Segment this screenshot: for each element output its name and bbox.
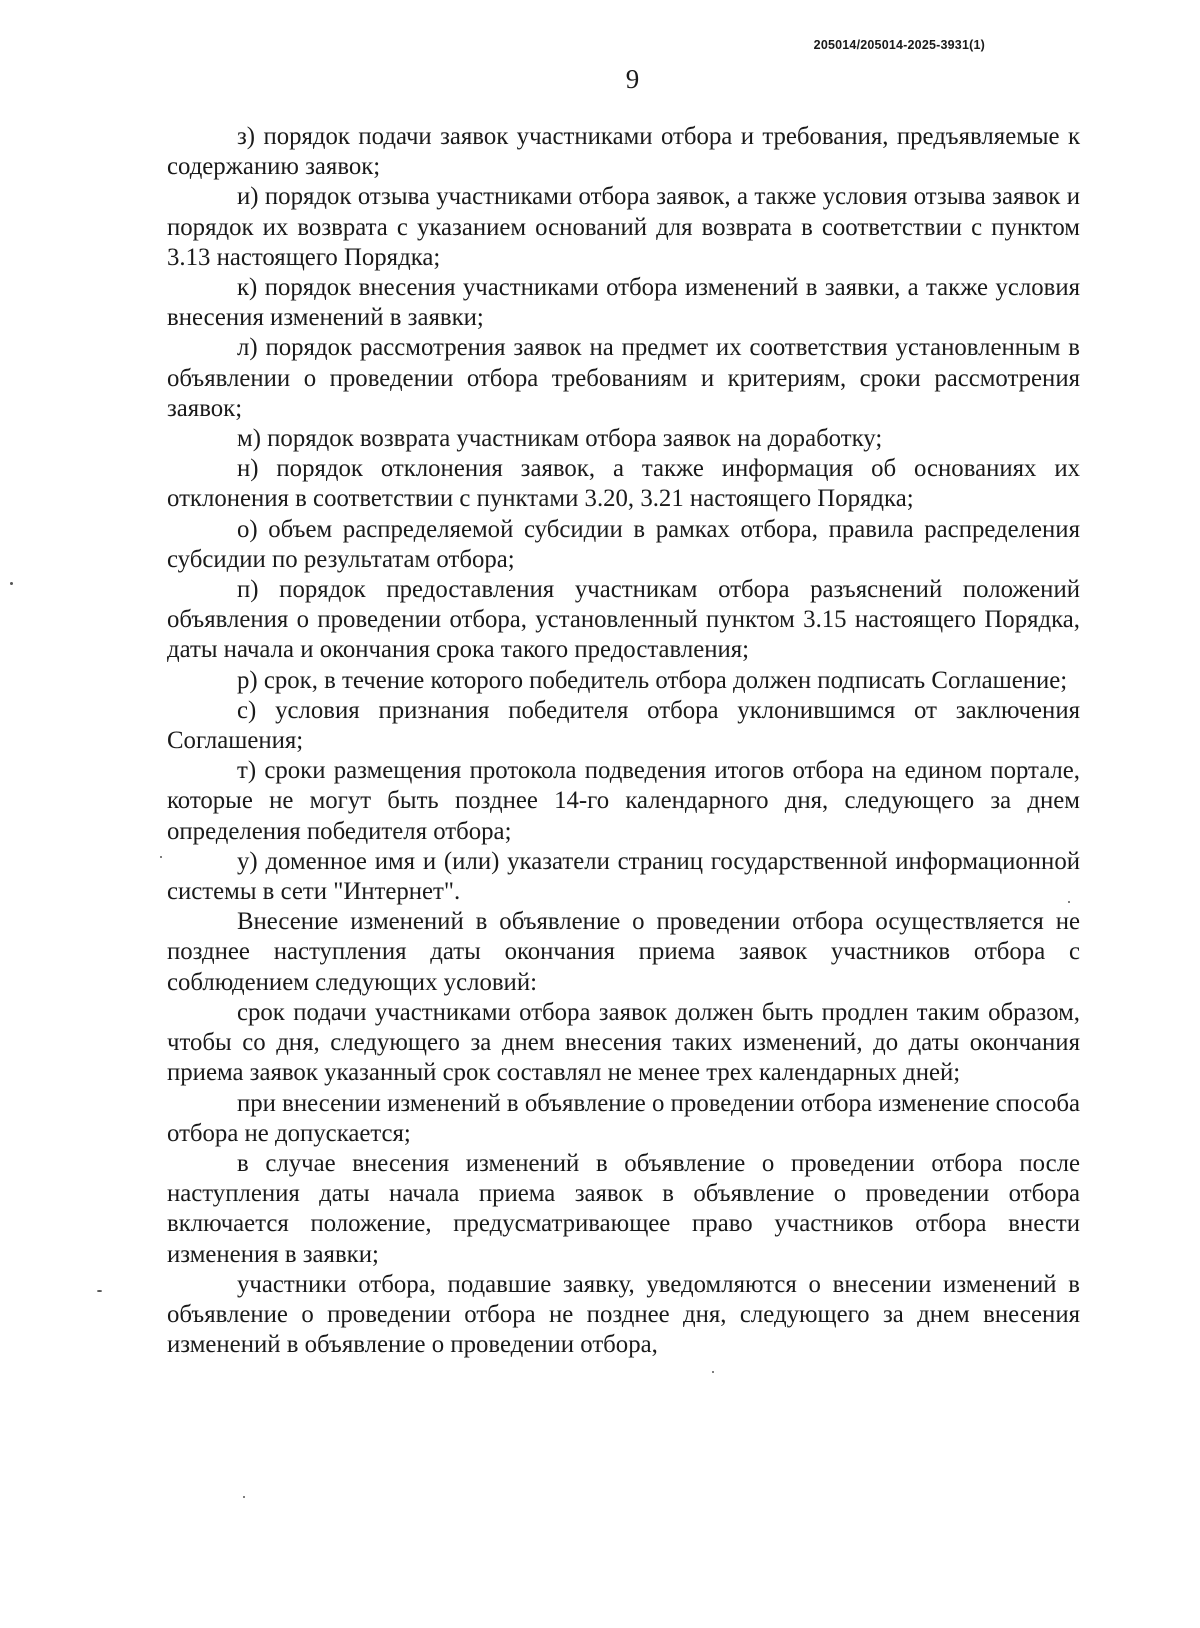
paragraph-deadline-extension: срок подачи участниками отбора заявок должен быть продлен таким образом, чтобы со дня, следующего за днем внесения таких изменений, до даты окончания приема заявок указанный срок составлял не менее трех календарных дней; <box>167 998 1080 1087</box>
paragraph-changes-intro: Внесение изменений в объявление о проведении отбора осуществляется не позднее наступления даты окончания приема заявок участников отбора с соблюдением следующих условий: <box>167 908 1080 996</box>
scan-speck <box>160 856 162 858</box>
scan-speck <box>243 1496 245 1498</box>
paragraph-m: м) порядок возврата участникам отбора заявок на доработку; <box>237 425 883 453</box>
paragraph-z: з) порядок подачи заявок участниками отбора и требования, предъявляемые к содержанию заявок; <box>167 123 1080 181</box>
document-body <box>167 122 1080 1360</box>
paragraph-notification: участники отбора, подавшие заявку, уведомляются о внесении изменений в объявление о проведении отбора не позднее дня, следующего за днем внесения изменений в объявление о проведении отбора, <box>167 1270 1080 1359</box>
paragraph-s: с) условия признания победителя отбора уклонившимся от заключения Соглашения; <box>167 696 1080 755</box>
paragraph-i: и) порядок отзыва участниками отбора заявок, а также условия отзыва заявок и порядок их возврата с указанием оснований для возврата в соответствии с пунктом 3.13 настоящего Порядка; <box>167 183 1080 271</box>
paragraph-after-start: в случае внесения изменений в объявление о проведении отбора после наступления даты начала приема заявок в объявление о проведении отбора включается положение, предусматривающее право участников отбора внести изменения в заявки; <box>167 1149 1080 1268</box>
paragraph-t: т) сроки размещения протокола подведения итогов отбора на едином портале, которые не могут быть позднее 14-го календарного дня, следующего за днем определения победителя отбора; <box>167 757 1080 845</box>
paragraph-u: у) доменное имя и (или) указатели страниц государственной информационной системы в сети "Интернет". <box>167 847 1080 906</box>
paragraph-r: р) срок, в течение которого победитель отбора должен подписать Соглашение; <box>237 666 1068 694</box>
scan-speck <box>97 1290 102 1292</box>
paragraph-p: п) порядок предоставления участникам отбора разъяснений положений объявления о проведении отбора, установленный пунктом 3.15 настоящего Порядка, даты начала и окончания срока такого предоставления; <box>167 576 1080 664</box>
paragraph-o: о) объем распределяемой субсидии в рамках отбора, правила распределения субсидии по результатам отбора; <box>167 515 1080 573</box>
paragraph-l: л) порядок рассмотрения заявок на предмет их соответствия установленным в объявлении о проведении отбора требованиям и критериям, сроки рассмотрения заявок; <box>167 334 1080 422</box>
document-id: 205014/205014-2025-3931(1) <box>813 38 985 52</box>
scan-speck <box>712 1371 714 1373</box>
paragraph-n: н) порядок отклонения заявок, а также информация об основаниях их отклонения в соответствии с пунктами 3.20, 3.21 настоящего Порядка; <box>167 455 1080 513</box>
page-number: 9 <box>625 64 640 94</box>
paragraph-method-change: при внесении изменений в объявление о проведении отбора изменение способа отбора не допускается; <box>167 1089 1080 1147</box>
paragraph-k: к) порядок внесения участниками отбора изменений в заявки, а также условия внесения изменений в заявки; <box>167 274 1080 332</box>
scan-speck <box>1068 901 1070 903</box>
scan-speck <box>10 582 13 585</box>
